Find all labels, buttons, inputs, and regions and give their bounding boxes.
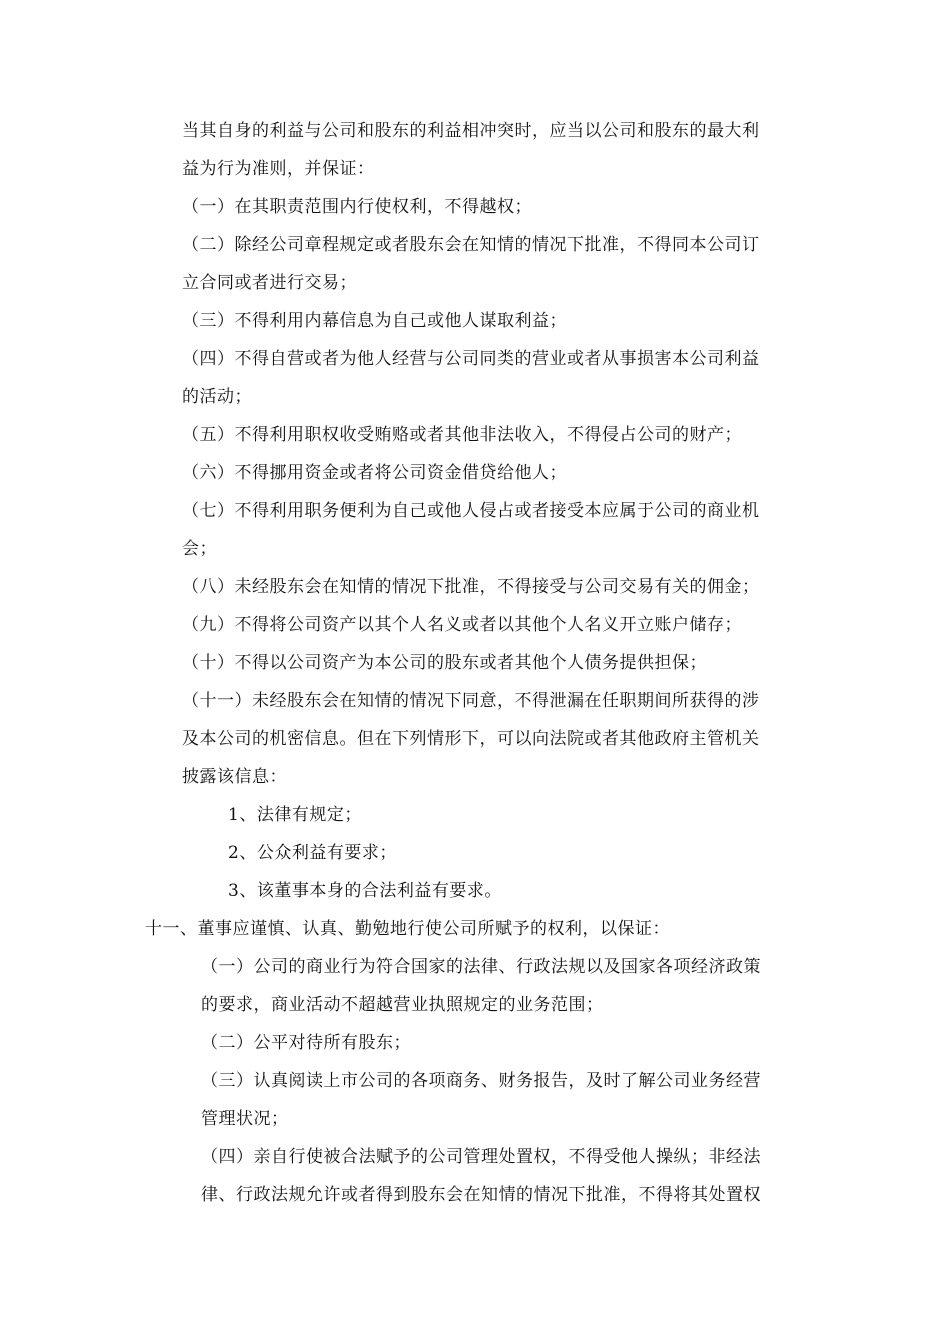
text-line-12: 会； xyxy=(182,539,217,559)
text-line-11: （七）不得利用职务便利为自己或他人侵占或者接受本应属于公司的商业机 xyxy=(182,501,760,521)
text-line-21: 3、该董事本身的合法利益有要求。 xyxy=(228,881,502,901)
text-line-6: （三）不得利用内幕信息为自己或他人谋取利益； xyxy=(182,311,567,331)
text-line-8: 的活动； xyxy=(182,387,252,407)
text-line-16: （十一）未经股东会在知情的情况下同意，不得泄漏在任职期间所获得的涉 xyxy=(182,691,760,711)
text-line-27: 管理状况； xyxy=(201,1109,289,1129)
text-line-1: 当其自身的利益与公司和股东的利益相冲突时，应当以公司和股东的最大利 xyxy=(182,121,760,141)
text-line-24: 的要求，商业活动不超越营业执照规定的业务范围； xyxy=(201,995,604,1015)
text-line-22: 十一、董事应谨慎、认真、勤勉地行使公司所赋予的权利，以保证： xyxy=(145,919,670,939)
text-line-20: 2、公众利益有要求； xyxy=(228,843,397,863)
text-line-18: 披露该信息： xyxy=(182,767,287,787)
text-line-25: （二）公平对待所有股东； xyxy=(201,1033,411,1053)
text-line-26: （三）认真阅读上市公司的各项商务、财务报告，及时了解公司业务经营 xyxy=(201,1071,761,1091)
text-line-9: （五）不得利用职权收受贿赂或者其他非法收入，不得侵占公司的财产； xyxy=(182,425,742,445)
text-line-14: （九）不得将公司资产以其个人名义或者以其他个人名义开立账户储存； xyxy=(182,615,742,635)
text-line-19: 1、法律有规定； xyxy=(228,805,362,825)
text-line-17: 及本公司的机密信息。但在下列情形下，可以向法院或者其他政府主管机关 xyxy=(182,729,760,749)
text-line-4: （二）除经公司章程规定或者股东会在知情的情况下批准，不得同本公司订 xyxy=(182,235,760,255)
text-line-13: （八）未经股东会在知情的情况下批准，不得接受与公司交易有关的佣金； xyxy=(182,577,760,597)
text-line-10: （六）不得挪用资金或者将公司资金借贷给他人； xyxy=(182,463,567,483)
text-line-15: （十）不得以公司资产为本公司的股东或者其他个人债务提供担保； xyxy=(182,653,707,673)
text-line-5: 立合同或者进行交易； xyxy=(182,273,357,293)
text-line-29: 律、行政法规允许或者得到股东会在知情的情况下批准，不得将其处置权 xyxy=(201,1185,761,1205)
text-line-2: 益为行为准则，并保证： xyxy=(182,159,375,179)
text-line-23: （一）公司的商业行为符合国家的法律、行政法规以及国家各项经济政策 xyxy=(201,957,761,977)
text-line-3: （一）在其职责范围内行使权利，不得越权； xyxy=(182,197,532,217)
text-line-28: （四）亲自行使被合法赋予的公司管理处置权，不得受他人操纵；非经法 xyxy=(201,1147,761,1167)
text-line-7: （四）不得自营或者为他人经营与公司同类的营业或者从事损害本公司利益 xyxy=(182,349,760,369)
